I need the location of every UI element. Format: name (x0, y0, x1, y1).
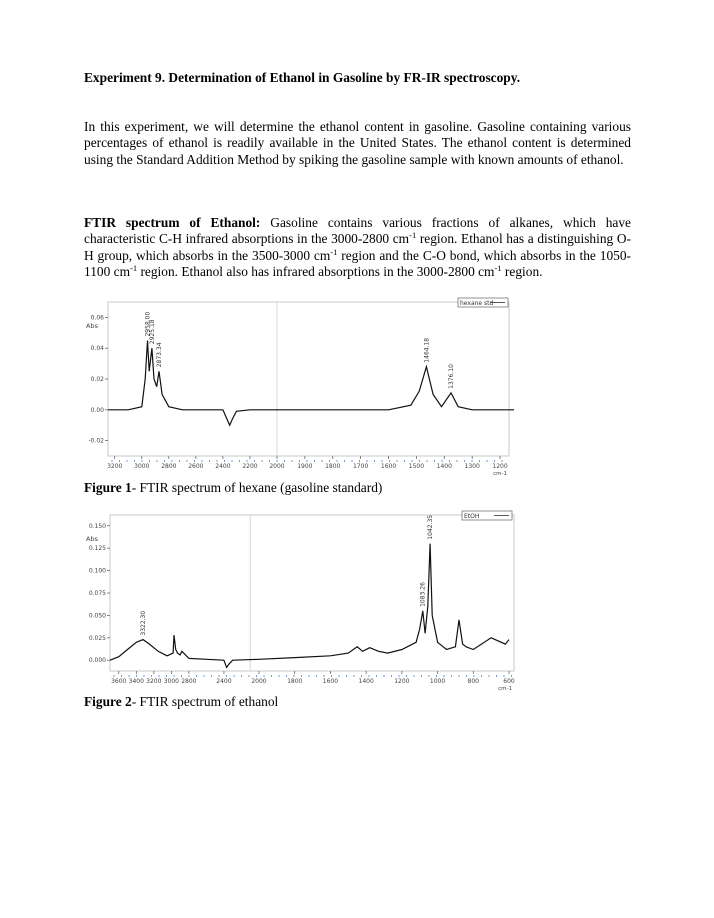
document-title: Experiment 9. Determination of Ethanol in Gasoline by FR-IR spectroscopy. (84, 70, 521, 85)
superscript: -1 (494, 263, 502, 274)
peak-label: 3322.30 (140, 610, 148, 636)
y-tick-label: 0.06 (90, 314, 104, 322)
figure-caption-text: - FTIR spectrum of hexane (gasoline standard) (131, 480, 383, 495)
x-tick-label: 1400 (436, 463, 452, 470)
x-tick-label: 2400 (216, 678, 232, 685)
x-tick-label: 1500 (408, 463, 425, 470)
section-text-c: region and the C-O bond, which absorbs in the 1050-1100 cm (84, 247, 631, 280)
x-tick-label: 3000 (134, 463, 150, 470)
section-heading: FTIR spectrum of Ethanol: (84, 215, 261, 230)
x-tick-label: 2200 (242, 463, 258, 470)
x-tick-label: 3000 (163, 678, 179, 685)
legend-label: EtOH (464, 513, 480, 520)
figure-caption-text: - FTIR spectrum of ethanol (131, 694, 279, 709)
x-axis-label: cm-1 (493, 471, 507, 476)
x-tick-label: 2000 (269, 463, 285, 470)
y-tick-label: 0.000 (88, 657, 106, 665)
x-axis-label: cm-1 (498, 686, 512, 692)
x-tick-label: 2800 (161, 463, 177, 470)
x-tick-label: 2800 (181, 678, 197, 685)
hexane-ftir-chart (84, 296, 516, 476)
x-tick-label: 1800 (325, 463, 341, 470)
x-tick-label: 3200 (107, 463, 123, 470)
peak-label: 2925.18 (148, 319, 156, 345)
legend-label: hexane std (460, 300, 494, 307)
x-tick-label: 1700 (353, 463, 369, 470)
figure-label: Figure 1 (84, 480, 132, 495)
superscript: -1 (130, 263, 138, 274)
y-tick-label: 0.050 (88, 612, 106, 620)
x-tick-label: 2000 (251, 678, 267, 685)
x-tick-label: 3200 (146, 678, 162, 685)
intro-paragraph: In this experiment, we will determine the ethanol content in gasoline. Gasoline containing various percentages of ethanol is readily available in the United States. The ethanol content is determined using the Standard Addition Method by spiking the gasoline sample with known amounts of ethanol. (84, 119, 631, 167)
peak-label: 1083.26 (419, 582, 427, 607)
ethanol-ftir-chart (84, 509, 516, 693)
figure-label: Figure 2 (84, 694, 132, 709)
peak-label: 1464.18 (423, 337, 431, 363)
x-tick-label: 2600 (188, 463, 204, 470)
superscript: -1 (330, 246, 338, 257)
y-tick-label: 0.02 (90, 376, 104, 383)
y-tick-label: 0.025 (88, 634, 106, 642)
figure-1-caption (84, 480, 382, 496)
y-tick-label: 0.100 (88, 567, 106, 575)
peak-label: 1376.10 (447, 364, 455, 389)
peak-label: 2958.00 (144, 311, 152, 337)
ethanol-section-paragraph (84, 215, 631, 281)
peak-label: 1042.35 (427, 514, 435, 540)
x-tick-label: 1900 (297, 463, 313, 470)
y-axis-label: Abs (86, 535, 98, 543)
superscript: -1 (409, 230, 417, 241)
x-tick-label: 1400 (358, 678, 374, 685)
x-tick-label: 1200 (394, 678, 410, 685)
section-text-b: region. Ethanol has a distinguishing O-H group, which absorbs in the 3500-3000 cm (84, 231, 631, 263)
x-tick-label: 1200 (492, 463, 508, 470)
x-tick-label: 3600 (111, 678, 127, 685)
section-text-e: region. (501, 264, 543, 280)
figure-2-caption (84, 694, 278, 710)
x-tick-label: 1600 (322, 678, 339, 685)
y-tick-label: 0.150 (88, 522, 106, 530)
y-axis-label: Abs (86, 322, 98, 330)
y-tick-label: -0.02 (88, 437, 104, 445)
x-tick-label: 600 (503, 678, 515, 685)
x-tick-label: 800 (467, 678, 480, 685)
y-tick-label: 0.075 (88, 590, 106, 597)
x-tick-label: 1000 (429, 678, 446, 685)
x-tick-label: 3400 (128, 678, 144, 685)
peak-label: 2873.34 (155, 342, 163, 368)
section-text-d: region. Ethanol also has infrared absorptions in the 3000-2800 cm (137, 264, 495, 280)
x-tick-label: 1600 (380, 463, 397, 470)
y-tick-label: 0.00 (90, 406, 104, 414)
y-tick-label: 0.125 (88, 545, 106, 553)
y-tick-label: 0.04 (90, 345, 104, 353)
x-tick-label: 1800 (287, 678, 303, 685)
x-tick-label: 1300 (464, 463, 480, 470)
section-text-a: Gasoline contains various fractions of alkanes, which have characteristic C-H infrared absorptions in the 3000-2800 cm (84, 215, 631, 247)
x-tick-label: 2400 (215, 463, 231, 470)
